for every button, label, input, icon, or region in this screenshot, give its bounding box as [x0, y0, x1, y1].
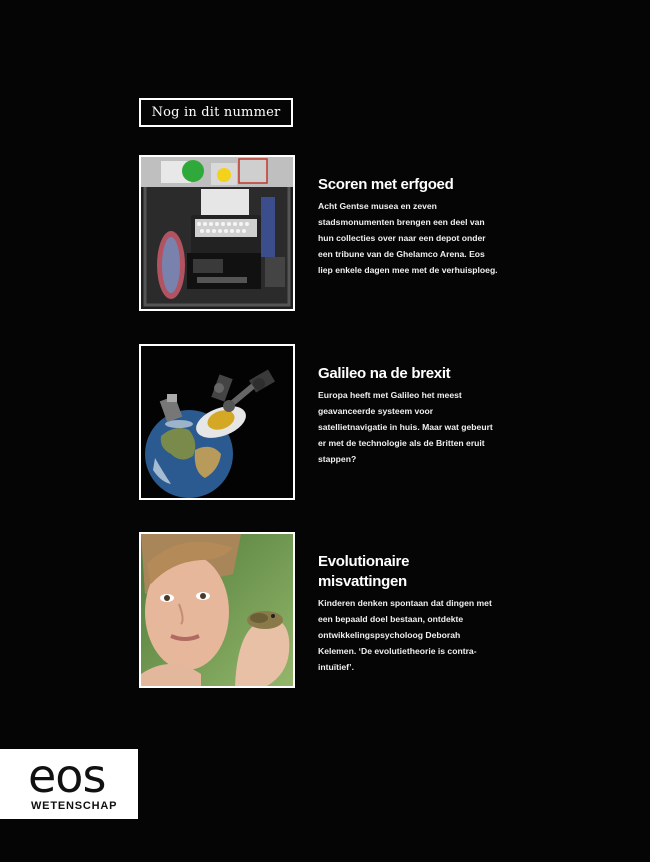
- logo-subtitle: WETENSCHAP: [31, 800, 118, 812]
- typewriter-photo: [141, 157, 293, 309]
- article-title[interactable]: Scoren met erfgoed: [318, 176, 454, 193]
- article-thumbnail[interactable]: [139, 155, 295, 311]
- article-title[interactable]: Evolutionaire misvattingen: [318, 553, 410, 590]
- article-text: [318, 175, 498, 278]
- article-thumbnail[interactable]: [139, 344, 295, 500]
- article-text: [318, 364, 498, 467]
- article-title[interactable]: Galileo na de brexit: [318, 365, 451, 382]
- article-description: Kinderen denken spontaan dat dingen met een bepaald doel bestaan, ontdekte ontwikkelingspsycholoog Deborah Kelemen. ‘De evolutietheorie is contra-intuïtief’.: [318, 598, 492, 672]
- child-with-frog-photo: [141, 534, 293, 686]
- article-thumbnail[interactable]: [139, 532, 295, 688]
- logo-wordmark: eos: [28, 749, 106, 803]
- section-label: Nog in dit nummer: [139, 98, 293, 127]
- satellite-photo: [141, 346, 293, 498]
- article-text: [318, 552, 498, 675]
- eos-logo[interactable]: [0, 749, 138, 819]
- article-description: Acht Gentse musea en zeven stadsmonumenten brengen een deel van hun collecties over naar een depot onder een tribune van de Ghelamco Arena. Eos liep enkele dagen mee met de verhuisploeg.: [318, 201, 498, 275]
- article-description: Europa heeft met Galileo het meest geavanceerde systeem voor satellietnavigatie in huis. Maar wat gebeurt er met de technologie als de Britten eruit stappen?: [318, 390, 493, 464]
